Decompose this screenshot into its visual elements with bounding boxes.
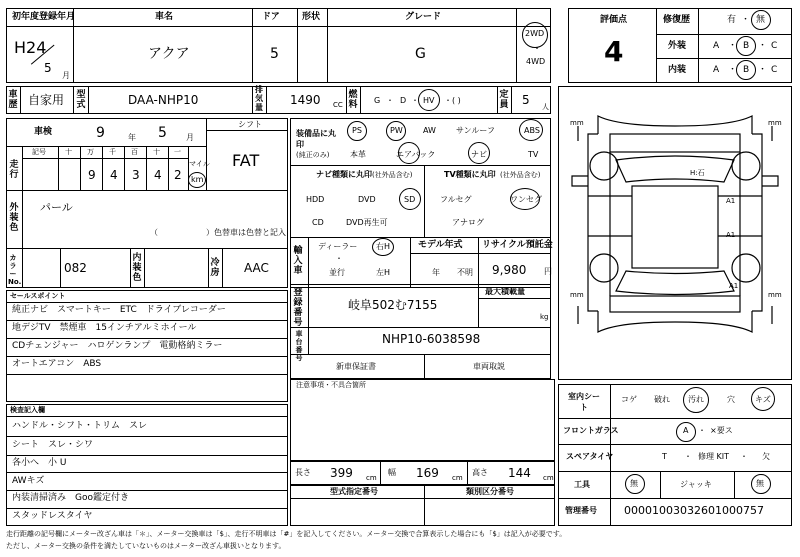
ext-a: A: [713, 41, 720, 51]
navi-sd: SD: [404, 195, 416, 204]
int-c: C: [771, 65, 778, 75]
spare-dot1: ・: [684, 452, 692, 461]
inspector-line-1: シート スレ・シワ: [12, 440, 94, 450]
km-label: km: [191, 175, 204, 184]
windshield-a: A: [683, 426, 689, 435]
drive-dot: ・: [533, 44, 541, 53]
equip-sunroof: サンルーフ: [456, 126, 495, 135]
fuel-dot2: ・: [411, 96, 419, 105]
tv-analog: アナログ: [452, 218, 484, 227]
inspector-line-4: 内装清掃済み Goo鑑定付き: [12, 493, 129, 503]
mileage-label: 走行: [9, 160, 19, 180]
repair-no: 無: [756, 15, 766, 25]
shift-label: シフト: [238, 120, 262, 129]
sales-line-3: オートエアコン ABS: [12, 359, 102, 369]
notes-label: 注意事項・不具合箇所: [296, 381, 366, 389]
sales-line-2: CDチェンジャー ハロゲンランプ 電動格納ミラー: [12, 341, 223, 351]
type-number-label: 型式指定番号: [330, 487, 378, 496]
mgmt-number: 000010030326010007​57: [624, 504, 764, 517]
grade-label: グレード: [405, 12, 442, 22]
category: 自家用: [28, 93, 65, 107]
import-right-h: 右H: [376, 242, 391, 251]
interior-sheet-label: 室内シート: [568, 392, 600, 412]
width-unit: cm: [452, 474, 463, 482]
shift-value: FAT: [232, 151, 260, 170]
exterior-label: 外装: [668, 41, 687, 51]
drive-2wd: 2WD: [525, 29, 545, 38]
repair-label: 修復歴: [663, 15, 691, 25]
inspection-month-unit: 月: [186, 133, 194, 142]
equip-leather: 本革: [350, 150, 366, 159]
tools-value: 無: [630, 479, 638, 488]
sheet-scratch: キズ: [755, 395, 771, 404]
first-reg-month: 5: [44, 61, 52, 75]
mileage-col-1: 十: [65, 148, 72, 156]
diagram-label-a1-3: A1: [729, 282, 739, 290]
inspector-label: 検査記入欄: [10, 406, 45, 414]
car-name-label: 車名: [155, 12, 174, 22]
footer-line-1: 走行距離の記号欄にメーター改ざん車は「＊」、メーター交換車は「$」、走行不明車は「#」を記入してください。メーター交換で合算表示した場合にも「$」は記入が必要です。: [6, 530, 567, 538]
capacity-unit: 人: [542, 103, 549, 111]
doors: 5: [270, 46, 279, 62]
navi-dvd-play: DVD再生可: [346, 218, 388, 227]
sales-points-label: セールスポイント: [10, 292, 66, 300]
recycle-label: リサイクル預託金: [482, 240, 553, 250]
diagram-mm-4: mm: [768, 291, 782, 299]
mileage-digit-3: 4: [154, 168, 162, 182]
notes-section: [290, 379, 555, 461]
mileage-digit-2: 3: [132, 168, 140, 182]
import-dealer: ディーラー: [318, 242, 358, 251]
tv-label: TV種類に丸印: [444, 170, 496, 179]
spare-dot2: ・: [740, 452, 748, 461]
first-reg-label: 初年度登録年月: [12, 12, 76, 22]
equipment-sublabel: (純正のみ): [296, 151, 330, 159]
windshield-label: フロントガラス: [563, 426, 619, 435]
door-label: ドア: [262, 12, 280, 22]
tv-note: (社外品含む): [500, 171, 541, 179]
width-value: 169: [416, 466, 439, 480]
ext-c: C: [771, 41, 778, 51]
drive-4wd: 4WD: [526, 57, 546, 66]
navi-cd: CD: [312, 218, 324, 227]
int-dot1: ・: [728, 65, 738, 75]
inspector-line-3: AWキズ: [12, 476, 45, 486]
footer-line-2: ただし、メーター交換の条件を満たしていないものはメーター改ざん車扱いとなります。: [6, 542, 286, 550]
width-label: 幅: [388, 468, 396, 477]
repair-yes: 有: [727, 15, 737, 25]
grade: G: [415, 46, 426, 62]
mileage-digit-1: 4: [110, 168, 118, 182]
inspector-line-5: スタッドレスタイヤ: [12, 511, 93, 521]
sheet-burn: コゲ: [621, 395, 637, 404]
fuel-label: 燃料: [348, 90, 358, 110]
ext-b: B: [743, 41, 750, 51]
tv-oneseg: ワンセグ: [510, 195, 542, 204]
mileage-col-3: 千: [109, 148, 116, 156]
model-label: 型式: [76, 90, 86, 110]
first-reg-month-unit: 月: [62, 71, 70, 80]
int-dot2: ・: [758, 65, 768, 75]
diagram-label-h: H:石: [690, 169, 705, 177]
import-dot: ・: [335, 254, 343, 263]
equip-ps: PS: [352, 126, 362, 135]
sheet-tear: 破れ: [654, 395, 670, 404]
inspection-label: 車検: [34, 127, 53, 137]
capacity: 5: [522, 93, 530, 107]
interior-color-label: 内装色: [132, 253, 142, 283]
interior-label: 内装: [668, 65, 687, 75]
class-number-label: 類別区分番号: [466, 487, 514, 496]
repair-dot: ・: [741, 15, 751, 25]
cooler-value: AAC: [244, 261, 269, 275]
navi-label: ナビ種類に丸印: [316, 170, 372, 179]
inspection-year: 9: [96, 125, 105, 141]
windshield-dot: ・: [698, 426, 706, 435]
navi-hdd: HDD: [306, 195, 325, 204]
weight-kg: kg: [540, 313, 549, 321]
registration-number: 岐阜502む7155: [348, 298, 438, 312]
mile-label: マイル: [189, 160, 210, 168]
diagram-mm-2: mm: [768, 119, 782, 127]
fuel-g: G: [374, 96, 381, 105]
sales-line-1: 地デジTV 禁煙車 15インチアルミホイール: [12, 323, 197, 333]
mileage-col-5: 十: [153, 148, 160, 156]
ext-dot2: ・: [758, 41, 768, 51]
capacity-label: 定員: [499, 90, 509, 110]
equip-navi: ナビ: [471, 150, 487, 159]
int-b: B: [743, 65, 750, 75]
car-diagram-svg: [558, 86, 792, 380]
spare-label: スペアタイヤ: [566, 452, 614, 461]
length-label: 長さ: [295, 468, 311, 477]
height-unit: cm: [543, 474, 554, 482]
diagram-label-a1-1: A1: [726, 197, 736, 205]
equip-pw: PW: [390, 126, 403, 135]
shape-label: 形状: [302, 12, 321, 22]
manual-label: 車両取説: [473, 362, 505, 371]
color-label: 外装色: [9, 203, 19, 233]
color-note: （ ）色替車は色替と記入: [150, 228, 286, 237]
recycle-value: 9,980: [492, 263, 527, 277]
mileage-col-0: 記号: [32, 148, 46, 156]
jack-value: 無: [756, 479, 764, 488]
color-value: パール: [40, 201, 73, 214]
mgmt-label: 管理番号: [565, 506, 597, 515]
recycle-yen: 円: [544, 267, 552, 276]
equip-tv: TV: [528, 150, 539, 159]
import-left-h: 左H: [376, 268, 391, 277]
equipment-label: 装備品に丸印: [296, 129, 336, 149]
sheet-dirt: 汚れ: [688, 395, 704, 404]
fuel-hv: HV: [423, 96, 435, 105]
tools-label: 工具: [574, 480, 590, 489]
model-year-unit: 年: [432, 268, 440, 277]
spare-kit: 修理 KIT: [698, 452, 730, 461]
jack-label: ジャッキ: [680, 480, 712, 489]
equip-aw: AW: [423, 126, 436, 135]
windshield-replace: ×要ス: [710, 426, 733, 435]
mileage-col-6: 一: [174, 148, 181, 156]
ext-dot1: ・: [728, 41, 738, 51]
mileage-col-4: 百: [131, 148, 138, 156]
fuel-paren: ( ): [452, 96, 461, 105]
height-label: 高さ: [472, 468, 488, 477]
inspector-line-2: 各小へ 小 U: [12, 458, 67, 468]
equip-abs: ABS: [524, 126, 540, 135]
mileage-digit-0: 9: [88, 168, 96, 182]
inspection-year-unit: 年: [128, 133, 136, 142]
chassis-number: NHP10-6038598: [382, 332, 481, 346]
height-value: 144: [508, 466, 531, 480]
int-a: A: [713, 65, 720, 75]
fuel-d: D: [400, 96, 407, 105]
cooler-label: 冷房: [210, 258, 220, 278]
sales-line-0: 純正ナビ スマートキー ETC ドライブレコーダー: [12, 305, 226, 315]
weight-label: 最大積載量: [485, 287, 525, 296]
diagram-label-a1-2: A1: [726, 231, 736, 239]
registration-label: 登録番号: [293, 288, 303, 328]
diagram-mm-3: mm: [570, 291, 584, 299]
length-unit: cm: [366, 474, 377, 482]
color-no: 082: [64, 261, 87, 275]
sheet-hole: 穴: [727, 395, 735, 404]
displacement-label: 排気量: [255, 85, 263, 112]
cc-unit: CC: [333, 101, 343, 109]
model: DAA-NHP10: [128, 93, 199, 107]
displacement: 1490: [290, 93, 321, 107]
equip-airbag: エアバック: [396, 150, 436, 159]
inspector-line-0: ハンドル・シフト・トリム スレ: [12, 421, 148, 431]
navi-note: (社外品含む): [372, 171, 413, 179]
first-reg-era: H24: [14, 38, 47, 57]
warranty-label: 新車保証書: [336, 362, 376, 371]
diagram-mm-1: mm: [570, 119, 584, 127]
import-parallel: 並行: [329, 268, 345, 277]
car-name: アクア: [148, 46, 190, 62]
model-year-unknown: 不明: [457, 268, 473, 277]
spare-none: 欠: [762, 452, 770, 461]
length-value: 399: [330, 466, 353, 480]
spare-t: T: [662, 452, 667, 461]
inspection-month: 5: [158, 125, 167, 141]
score-label: 評価点: [600, 15, 628, 25]
category-label: 車歴: [8, 90, 18, 110]
color-no-label: カラーNo.: [8, 254, 22, 286]
fuel-dot1: ・: [386, 96, 394, 105]
chassis-label: 車台番号: [295, 330, 303, 362]
mileage-col-2: 万: [87, 148, 94, 156]
import-label: 輸入車: [293, 246, 303, 276]
mileage-digit-4: 2: [174, 168, 182, 182]
fuel-dot3: ・: [444, 96, 452, 105]
score-value: 4: [604, 35, 624, 68]
model-year-label: モデル年式: [418, 240, 463, 250]
tv-fullseg: フルセグ: [440, 195, 472, 204]
navi-dvd: DVD: [358, 195, 376, 204]
